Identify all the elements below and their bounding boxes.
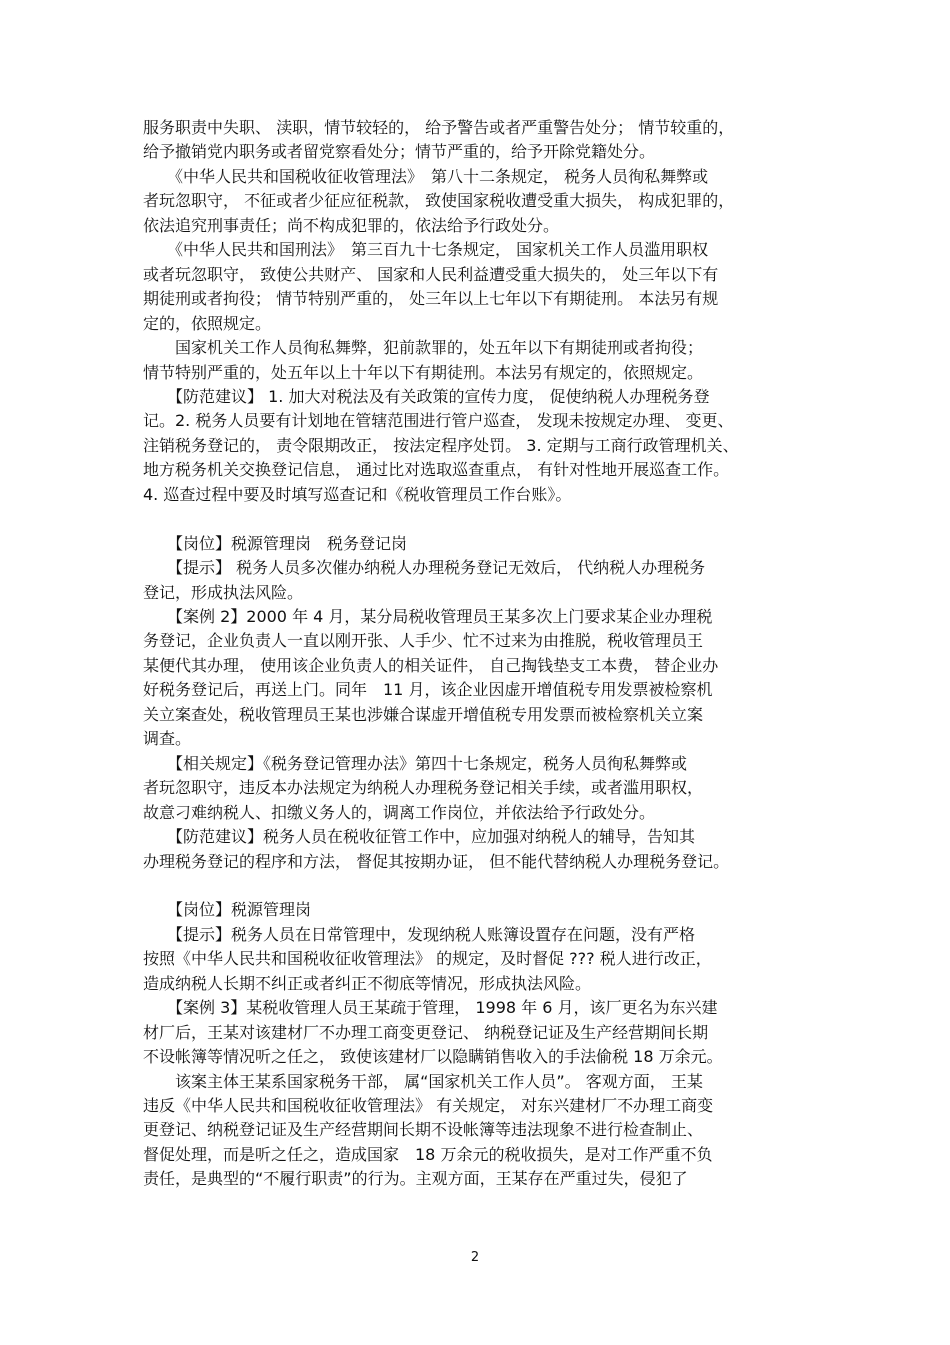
text-line: 注销税务登记的， 责令限期改正， 按法定程序处罚。 3. 定期与工商行政管理机关、 <box>143 435 739 455</box>
text-line: 情节特别严重的，处五年以上十年以下有期徒刑。本法另有规定的，依照规定。 <box>143 362 704 382</box>
text-line: 更登记、纳税登记证及生产经营期间长期不设帐簿等违法现象不进行检查制止、 <box>143 1120 704 1140</box>
text-line: 办理税务登记的程序和方法， 督促其按期办证， 但不能代替纳税人办理税务登记。 <box>143 851 730 871</box>
text-line: 不设帐簿等情况听之任之， 致使该建材厂以隐瞒销售收入的手法偷税 18 万余元。 <box>143 1047 723 1067</box>
text-line: 责任，是典型的“不履行职责”的行为。主观方面，王某存在严重过失，侵犯了 <box>143 1169 688 1189</box>
text-line: 【防范建议】税务人员在税收征管工作中，应加强对纳税人的辅导，告知其 <box>143 827 696 847</box>
text-line: 造成纳税人长期不纠正或者纠正不彻底等情况，形成执法风险。 <box>143 973 592 993</box>
text-line: 或者玩忽职守， 致使公共财产、 国家和人民利益遭受重大损失的， 处三年以下有 <box>143 264 719 284</box>
text-line: 【防范建议】 1. 加大对税法及有关政策的宣传力度， 促使纳税人办理税务登 <box>143 386 710 406</box>
text-line: 【提示】 税务人员多次催办纳税人办理税务登记无效后， 代纳税人办理税务 <box>143 558 706 578</box>
text-line: 地方税务机关交换登记信息， 通过比对选取巡查重点， 有针对性地开展巡查工作。 <box>143 460 730 480</box>
text-line: 记。2. 税务人员要有计划地在管辖范围进行管户巡查， 发现未按规定办理、 变更、 <box>143 411 734 431</box>
text-line: 【案例 3】某税收管理人员王某疏于管理， 1998 年 6 月，该厂更名为东兴建 <box>143 998 718 1018</box>
text-line: 【岗位】税源管理岗 <box>143 900 312 920</box>
text-line: 调查。 <box>143 729 192 749</box>
text-line: 者玩忽职守， 不征或者少征应征税款， 致使国家税收遭受重大损失， 构成犯罪的， <box>143 191 735 211</box>
page-number: 2 <box>470 1250 480 1265</box>
text-line: 【案例 2】2000 年 4 月，某分局税收管理员王某多次上门要求某企业办理税 <box>143 607 713 626</box>
text-line: 【提示】税务人员在日常管理中，发现纳税人账簿设置存在问题，没有严格 <box>143 924 696 944</box>
text-line: 者玩忽职守，违反本办法规定为纳税人办理税务登记相关手续，或者滥用职权， <box>143 778 704 798</box>
text-line: 《中华人民共和国刑法》 第三百九十七条规定， 国家机关工作人员滥用职权 <box>143 240 709 260</box>
text-line: 给予撤销党内职务或者留党察看处分；情节严重的，给予开除党籍处分。 <box>143 142 656 162</box>
text-line: 某便代其办理， 使用该企业负责人的相关证件， 自己掏钱垫支工本费， 替企业办 <box>143 655 719 675</box>
text-line: 【相关规定】《税务登记管理办法》第四十七条规定，税务人员徇私舞弊或 <box>143 753 688 773</box>
text-line: 4. 巡查过程中要及时填写巡查记和《税收管理员工作台账》。 <box>143 484 572 504</box>
text-line: 期徒刑或者拘役； 情节特别严重的， 处三年以上七年以下有期徒刑。 本法另有规 <box>143 289 719 309</box>
text-line: 务登记，企业负责人一直以刚开张、人手少、忙不过来为由推脱，税收管理员王 <box>143 631 704 651</box>
text-line: 国家机关工作人员徇私舞弊，犯前款罪的，处五年以下有期徒刑或者拘役； <box>143 338 704 358</box>
text-line: 关立案查处，税收管理员王某也涉嫌合谋虚开增值税专用发票而被检察机关立案 <box>143 704 704 724</box>
text-line: 违反《中华人民共和国税收征收管理法》 有关规定， 对东兴建材厂不办理工商变 <box>143 1096 714 1115</box>
text-line: 督促处理，而是听之任之，造成国家 18 万余元的税收损失，是对工作严重不负 <box>143 1144 713 1164</box>
text-line: 登记，形成执法风险。 <box>143 582 304 602</box>
text-line: 按照《中华人民共和国税收征收管理法》 的规定，及时督促 ??? 税人进行改正， <box>143 949 712 969</box>
text-line: 定的，依照规定。 <box>143 313 272 333</box>
text-line: 材厂后，王某对该建材厂不办理工商变更登记、 纳税登记证及生产经营期间长期 <box>143 1022 709 1042</box>
text-line: 《中华人民共和国税收征收管理法》 第八十二条规定， 税务人员徇私舞弊或 <box>143 166 709 186</box>
text-line: 服务职责中失职、 渎职，情节较轻的， 给予警告或者严重警告处分； 情节较重的， <box>143 118 735 137</box>
text-line: 依法追究刑事责任；尚不构成犯罪的，依法给予行政处分。 <box>143 215 560 235</box>
text-line: 故意刁难纳税人、扣缴义务人的，调离工作岗位，并依法给予行政处分。 <box>143 802 656 822</box>
text-line: 好税务登记后，再送上门。同年 11 月，该企业因虚开增值税专用发票被检察机 <box>143 680 713 700</box>
text-line: 该案主体王某系国家税务干部， 属“国家机关工作人员”。 客观方面， 王某 <box>143 1071 703 1091</box>
text-line: 【岗位】税源管理岗 税务登记岗 <box>143 533 408 553</box>
